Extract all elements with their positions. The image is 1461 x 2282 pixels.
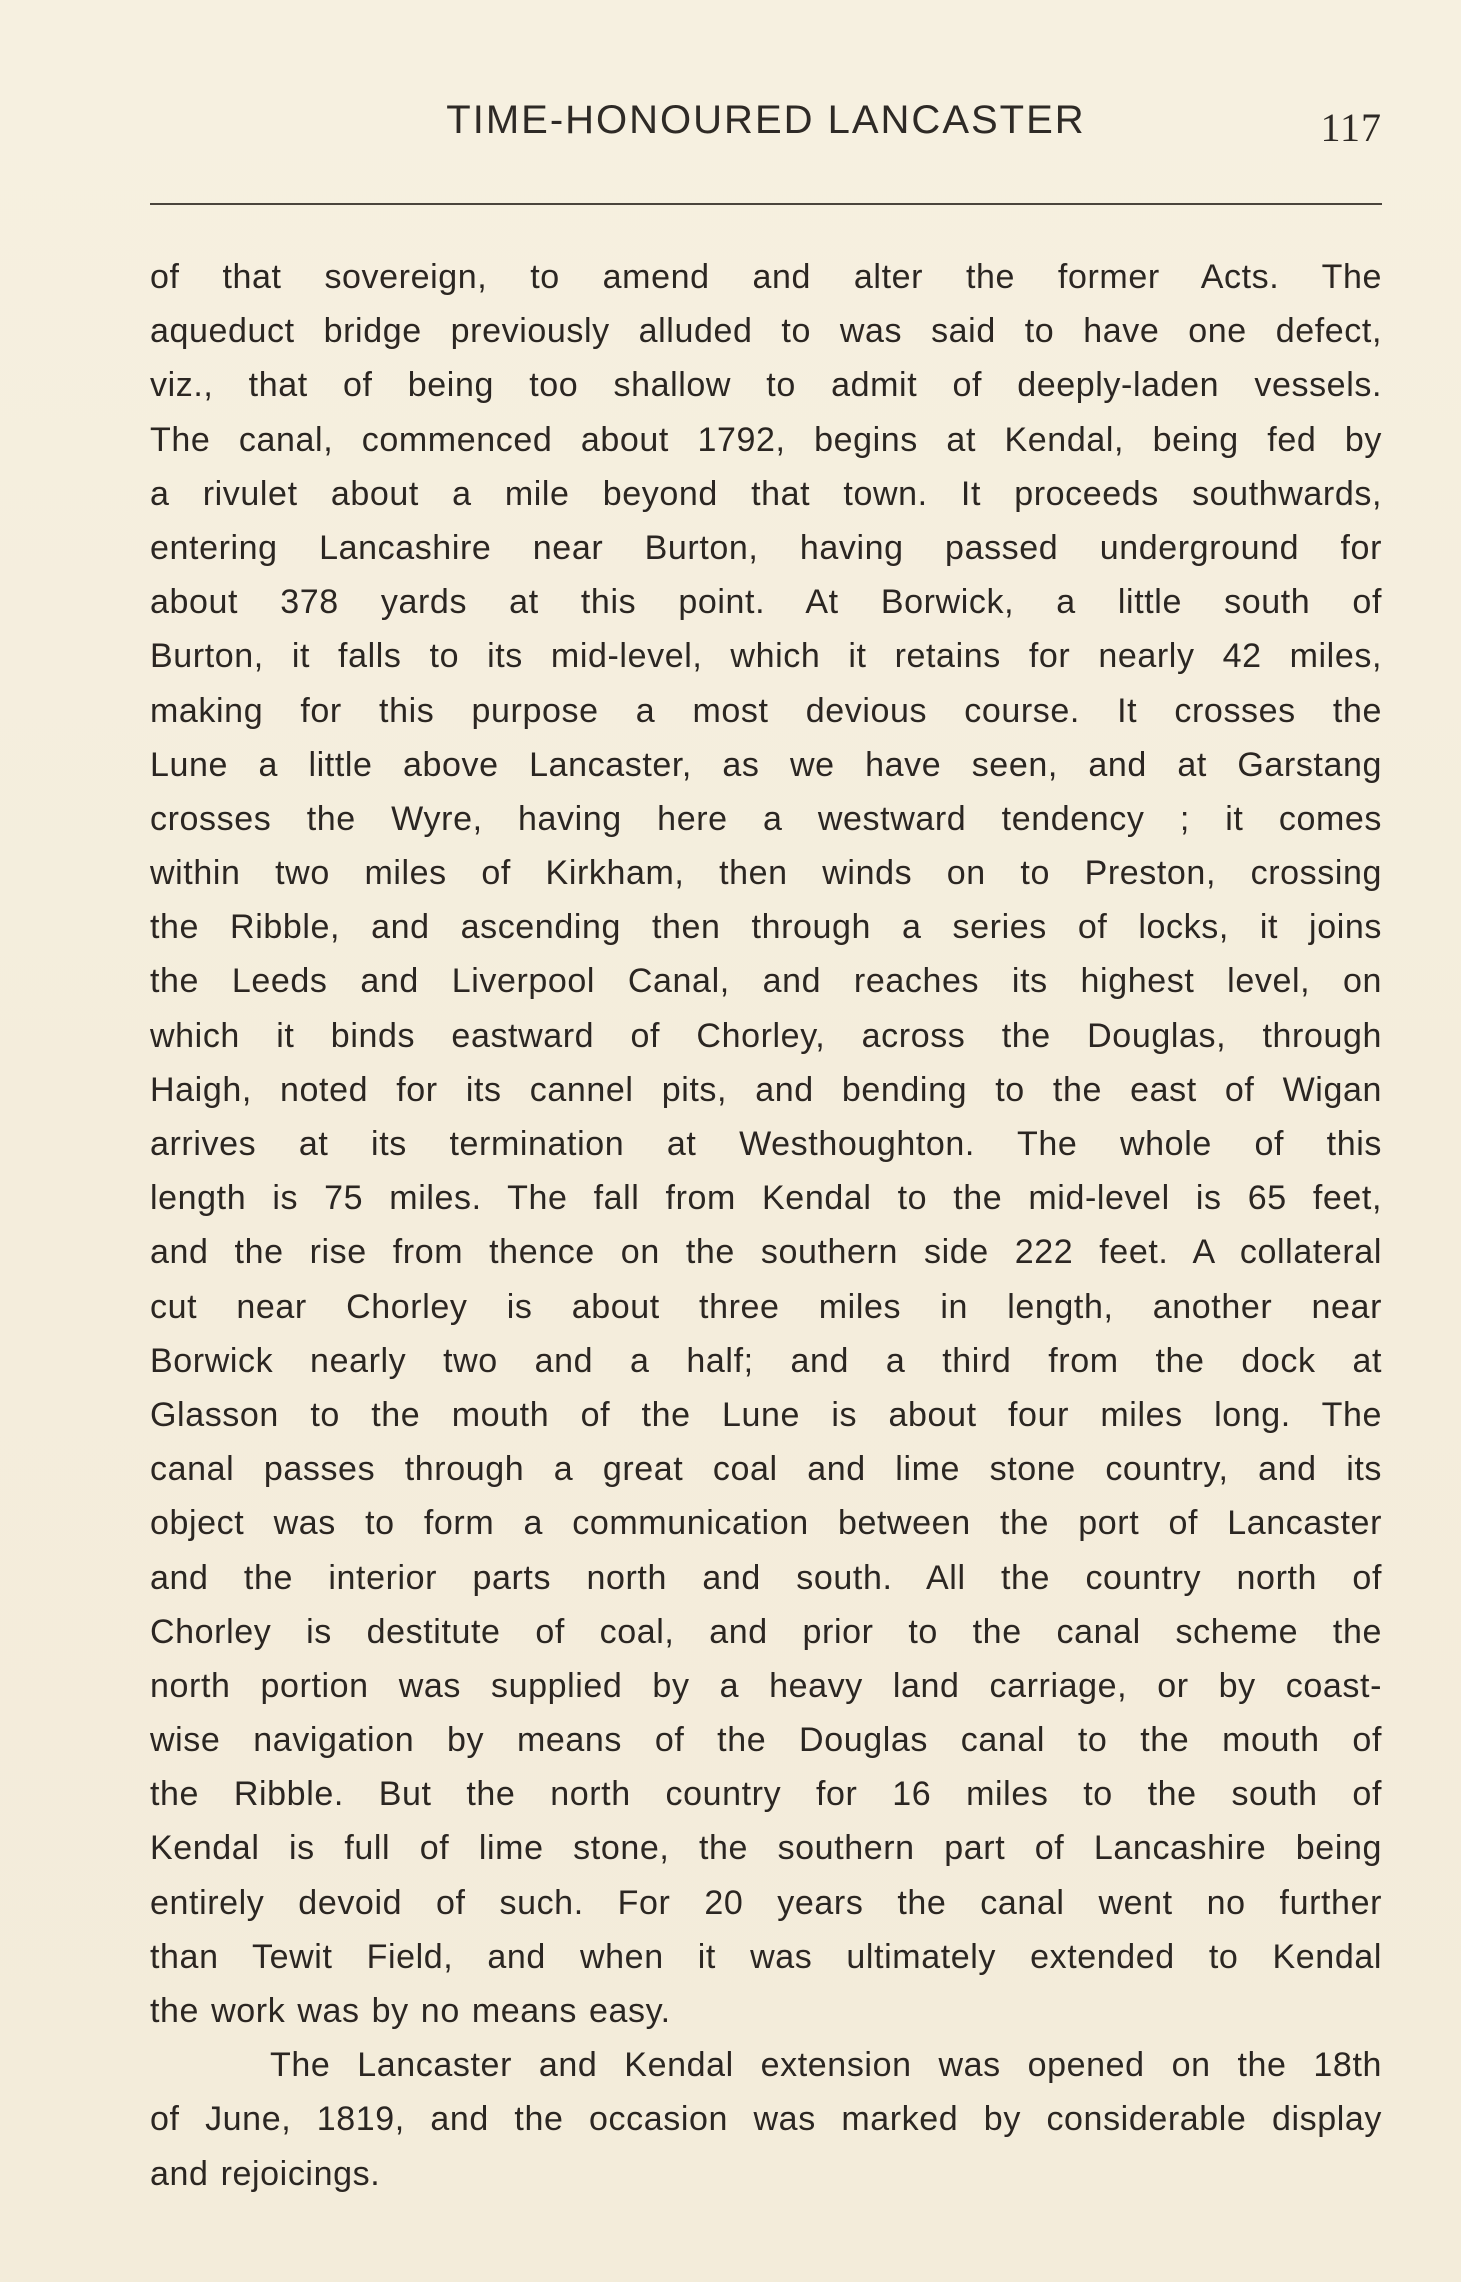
text-line: aqueduct bridge previously alluded to was said to have one defect, <box>150 312 1382 351</box>
text-line: object was to form a communication between the port of Lancaster <box>150 1504 1382 1543</box>
text-line: entering Lancashire near Burton, having passed underground for <box>150 528 1382 567</box>
text-line: Burton, it falls to its mid-level, which it retains for nearly 42 miles, <box>150 637 1382 676</box>
text-line: making for this purpose a most devious course. It crosses the <box>150 691 1382 730</box>
text-line: crosses the Wyre, having here a westward tendency ; it comes <box>150 799 1382 838</box>
text-line: viz., that of being too shallow to admit of deeply-laden vessels. <box>150 366 1382 405</box>
text-line: within two miles of Kirkham, then winds on to Preston, crossing <box>150 854 1382 893</box>
text-line: length is 75 miles. The fall from Kendal to the mid-level is 65 feet, <box>150 1179 1382 1218</box>
text-line: Kendal is full of lime stone, the southern part of Lancashire being <box>150 1829 1382 1868</box>
text-line: the Ribble, and ascending then through a series of locks, it joins <box>150 908 1382 947</box>
text-line: of June, 1819, and the occasion was marked by considerable display <box>150 2100 1382 2139</box>
text-line: and the rise from thence on the southern side 222 feet. A collateral <box>150 1233 1382 1272</box>
text-line: wise navigation by means of the Douglas canal to the mouth of <box>150 1721 1382 1760</box>
header-rule <box>150 203 1382 205</box>
text-line: Glasson to the mouth of the Lune is about four miles long. The <box>150 1395 1382 1434</box>
text-line: Lune a little above Lancaster, as we have seen, and at Garstang <box>150 745 1382 784</box>
text-line: a rivulet about a mile beyond that town. It proceeds southwards, <box>150 474 1382 513</box>
text-line: north portion was supplied by a heavy land carriage, or by coast- <box>150 1666 1382 1705</box>
text-line: of that sovereign, to amend and alter the former Acts. The <box>150 258 1382 296</box>
text-line: than Tewit Field, and when it was ultimately extended to Kendal <box>150 1937 1382 1976</box>
running-head <box>150 98 1382 158</box>
page-number: 117 <box>1320 105 1382 150</box>
text-line: Borwick nearly two and a half; and a third from the dock at <box>150 1341 1382 1380</box>
text-line: the Ribble. But the north country for 16 miles to the south of <box>150 1775 1382 1814</box>
text-line: The canal, commenced about 1792, begins at Kendal, being fed by <box>150 420 1382 459</box>
text-line: arrives at its termination at Westhoughton. The whole of this <box>150 1125 1382 1163</box>
paragraph-1 <box>150 250 1382 2038</box>
text-line: and rejoicings. <box>150 2154 381 2193</box>
text-line: the Leeds and Liverpool Canal, and reaches its highest level, on <box>150 962 1382 1001</box>
text-line: about 378 yards at this point. At Borwick, a little south of <box>150 583 1382 622</box>
text-line: entirely devoid of such. For 20 years the canal went no further <box>150 1883 1382 1922</box>
text-line: which it binds eastward of Chorley, across the Douglas, through <box>150 1016 1382 1055</box>
text-line: and the interior parts north and south. All the country north of <box>150 1558 1382 1597</box>
paragraph-2 <box>150 2038 1382 2201</box>
text-line: the work was by no means easy. <box>150 1992 671 2030</box>
text-line: canal passes through a great coal and lime stone country, and its <box>150 1450 1382 1489</box>
text-line: The Lancaster and Kendal extension was opened on the 18th <box>270 2046 1382 2085</box>
body-text <box>150 250 1382 2201</box>
text-line: cut near Chorley is about three miles in length, another near <box>150 1287 1382 1326</box>
running-title: TIME-HONOURED LANCASTER <box>446 98 1086 142</box>
text-line: Chorley is destitute of coal, and prior to the canal scheme the <box>150 1612 1382 1651</box>
text-line: Haigh, noted for its cannel pits, and bending to the east of Wigan <box>150 1070 1382 1109</box>
